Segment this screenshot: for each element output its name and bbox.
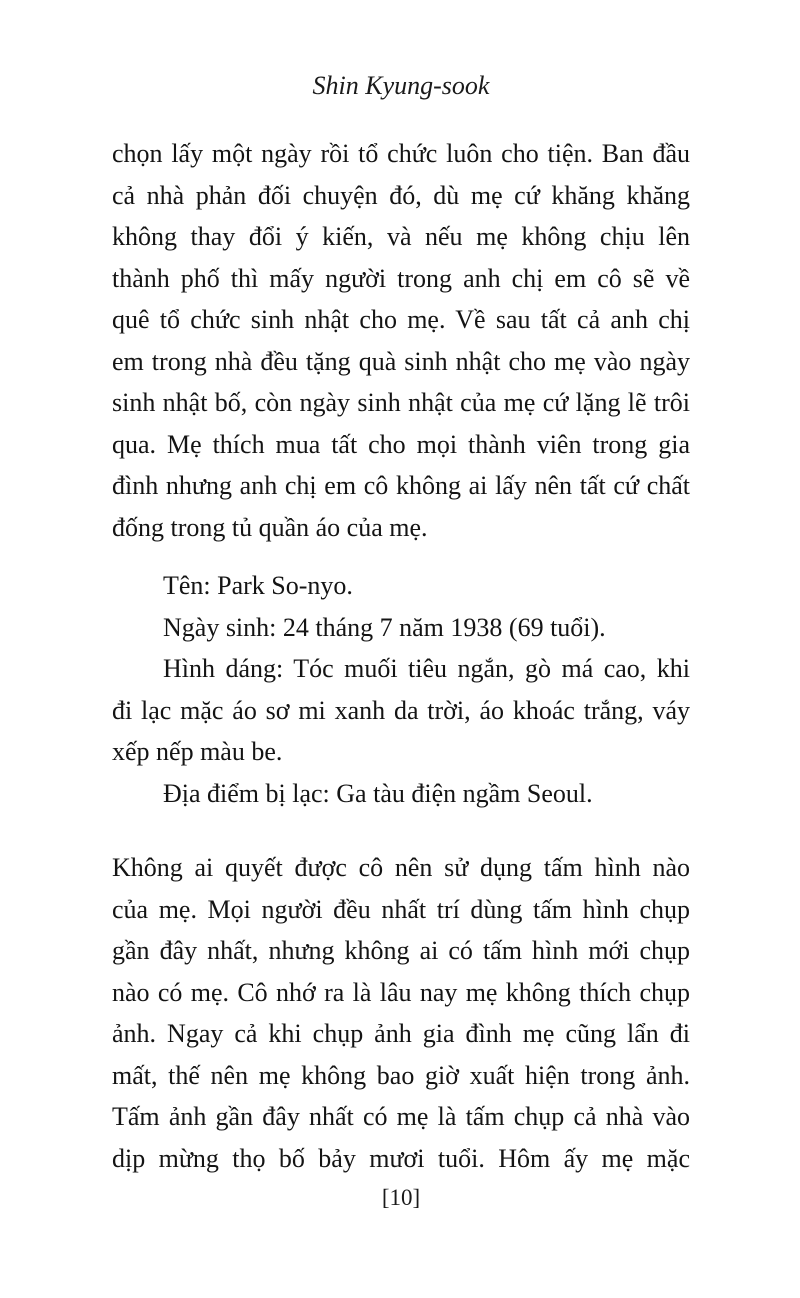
paragraph-2 — [112, 847, 690, 1179]
paragraph-1 — [112, 133, 690, 548]
text-line: nào có mẹ. Cô nhớ ra là lâu nay mẹ không thích chụp — [112, 977, 690, 1007]
text-line: Không ai quyết được cô nên sử dụng tấm hình nào — [112, 853, 690, 882]
text-line: sinh nhật bố, còn ngày sinh nhật của mẹ cứ lặng lẽ trôi — [112, 388, 690, 417]
text-line: Địa điểm bị lạc: Ga tàu điện ngầm Seoul. — [163, 778, 593, 808]
text-line: thành phố thì mấy người trong anh chị em cô sẽ về — [112, 263, 690, 293]
text-line: em trong nhà đều tặng quà sinh nhật cho mẹ vào ngày — [112, 346, 690, 376]
text-line: quê tổ chức sinh nhật cho mẹ. Về sau tất cả anh chị — [112, 305, 690, 334]
text-line: của mẹ. Mọi người đều nhất trí dùng tấm hình chụp — [112, 894, 690, 924]
text-line: qua. Mẹ thích mua tất cho mọi thành viên trong gia — [112, 429, 690, 459]
text-line: đống trong tủ quần áo của mẹ. — [112, 512, 428, 542]
text-line: dịp mừng thọ bố bảy mươi tuổi. Hôm ấy mẹ mặc — [112, 1143, 690, 1173]
page-body — [112, 133, 690, 1179]
text-line: Ngày sinh: 24 tháng 7 năm 1938 (69 tuổi). — [163, 612, 606, 642]
text-line: chọn lấy một ngày rồi tổ chức luôn cho tiện. Ban đầu — [112, 139, 690, 168]
text-line: đi lạc mặc áo sơ mi xanh da trời, áo khoác trắng, váy — [112, 695, 690, 725]
text-line: Hình dáng: Tóc muối tiêu ngắn, gò má cao, khi — [163, 654, 690, 683]
text-line: Tấm ảnh gần đây nhất có mẹ là tấm chụp cả nhà vào — [112, 1102, 690, 1131]
running-header-author: Shin Kyung-sook — [312, 71, 490, 100]
text-line: đình nhưng anh chị em cô không ai lấy nên tất cứ chất — [112, 471, 690, 500]
text-line: mất, thế nên mẹ không bao giờ xuất hiện trong ảnh. — [112, 1060, 690, 1090]
text-line: xếp nếp màu be. — [112, 737, 283, 766]
text-line: gần đây nhất, nhưng không ai có tấm hình mới chụp — [112, 936, 690, 965]
missing-person-notice — [112, 565, 690, 814]
text-line: Tên: Park So-nyo. — [163, 571, 353, 600]
text-line: cả nhà phản đối chuyện đó, dù mẹ cứ khăng khăng — [112, 180, 690, 210]
page-number: [10] — [381, 1185, 421, 1210]
text-line: ảnh. Ngay cả khi chụp ảnh gia đình mẹ cũng lẩn đi — [112, 1019, 690, 1048]
text-line: không thay đổi ý kiến, và nếu mẹ không chịu lên — [112, 222, 690, 251]
